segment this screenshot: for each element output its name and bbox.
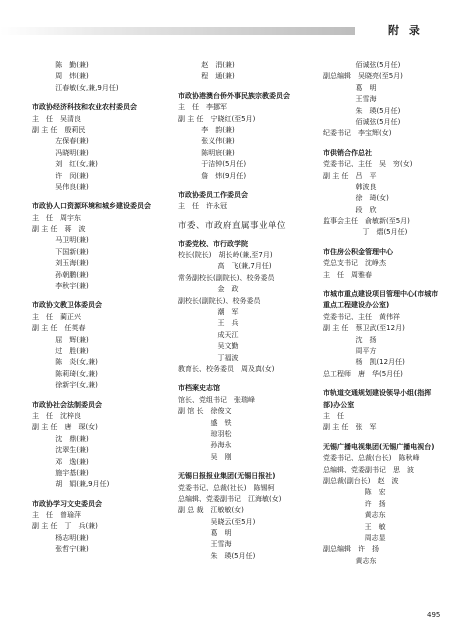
entry-line: 副 主 任 殷莉民 xyxy=(32,125,86,134)
entry-line: 金 政 xyxy=(178,285,239,294)
entry-line: 朱 瑛(5月任) xyxy=(178,551,256,560)
entry-line: 马卫明(兼) xyxy=(32,236,89,245)
entry-line: 副 主 任 唐 琛(女) xyxy=(32,423,98,432)
entry-line: 下国新(兼) xyxy=(32,247,89,256)
entry-line: 赵 涓(兼) xyxy=(178,61,235,69)
entry-line: 陈 炎(女,兼) xyxy=(32,358,98,367)
spacer xyxy=(178,83,312,91)
section-heading: 市轨道交通规划建设领导小组(指挥部)办公室 xyxy=(323,389,432,409)
entry-line: 王雪海 xyxy=(178,540,232,549)
entry-line: 副 主 任 吕 平 xyxy=(323,171,377,180)
entry-line: 主 任 曾瑜萍 xyxy=(32,511,81,520)
entry-line: 周志显 xyxy=(323,533,386,542)
entry-line: 副 主 任 丁 兵(兼) xyxy=(32,522,98,531)
entry-line: 校长(院长) 胡长岭(兼,至7月) xyxy=(178,251,273,260)
entry-line: 冯晓明(兼) xyxy=(32,148,89,157)
spacer xyxy=(178,182,312,190)
entry-line: 党委书记、主任 吴 穷(女) xyxy=(323,160,413,169)
entry-line: 段 欣 xyxy=(323,205,377,214)
section-heading: 市政协社会法制委员会 xyxy=(32,400,102,409)
entry-line: 总工程师 唐 华(5月任) xyxy=(323,369,403,378)
entry-line: 教育长、校务委员 周及真(女) xyxy=(178,364,275,373)
entry-line: 党委书记、总裁(台长) 陈秋峰 xyxy=(323,454,420,463)
entry-line: 葛 明 xyxy=(178,529,232,538)
entry-line: 主 任 蔺正兴 xyxy=(32,312,81,321)
entry-line: 杨志明(兼) xyxy=(32,533,89,542)
entry-line: 朱 瑛(5月任) xyxy=(323,106,401,115)
entry-line: 副总裁(副台长) 赵 波 xyxy=(323,476,399,485)
entry-line: 刘 红(女,兼) xyxy=(32,160,98,169)
entry-line: 胡 娟(兼,9月任) xyxy=(32,480,110,489)
spacer xyxy=(32,94,166,102)
entry-line: 吴 刚 xyxy=(178,452,232,461)
entry-line: 沈 鼎(兼) xyxy=(32,434,89,443)
spacer xyxy=(32,491,166,499)
entry-line: 佰诚弦(5月任) xyxy=(323,61,401,69)
spacer xyxy=(323,380,441,388)
spacer xyxy=(32,193,166,201)
entry-line: 副总编辑 吴晓亮(至5月) xyxy=(323,72,403,81)
entry-line: 副 主 任 蔡卫武(至12月) xyxy=(323,324,405,333)
page-number: 495 xyxy=(427,611,441,619)
entry-line: 副 主 任 宁晓红(至5月) xyxy=(178,114,256,123)
entry-line: 于洁钟(5月任) xyxy=(178,160,247,169)
entry-line: 李秋宇(兼) xyxy=(32,282,89,291)
entry-line: 主 任 周雅春 xyxy=(323,270,372,279)
entry-line: 总编辑、党委副书记 江海敏(女) xyxy=(178,494,282,503)
entry-line: 副 主 任 蒋 波 xyxy=(32,225,86,234)
entry-line: 陈明宸(兼) xyxy=(178,148,235,157)
entry-line: 副 主 任 任英春 xyxy=(32,324,86,333)
entry-line: 主 任 沈梓良 xyxy=(32,411,81,420)
entry-line: 邓 逸(兼) xyxy=(32,457,89,466)
entry-line: 丁福波 xyxy=(178,353,239,362)
entry-line: 张义伟(兼) xyxy=(178,137,235,146)
section-heading: 市政协委员工作委员会 xyxy=(178,190,248,199)
spacer xyxy=(32,392,166,400)
section-heading: 市委党校、市行政学院 xyxy=(178,239,248,248)
entry-line: 副总编辑 许 扬 xyxy=(323,545,379,554)
entry-line: 徐新宇(女,兼) xyxy=(32,381,98,390)
entry-line: 徐 琦(女) xyxy=(323,194,389,203)
entry-line: 佰诚弦(5月任) xyxy=(323,117,401,126)
section-heading: 市政协文教卫体委员会 xyxy=(32,301,102,310)
spacer xyxy=(323,239,441,247)
entry-line: 党委书记、主任 黄伟祥 xyxy=(323,312,400,321)
entry-line: 潮 军 xyxy=(178,308,239,317)
entry-line: 纪委书记 李宝辉(女) xyxy=(323,129,392,138)
entry-line: 屈 辉(兼) xyxy=(32,335,89,344)
column-middle xyxy=(178,60,312,562)
entry-line: 沈翠生(兼) xyxy=(32,446,89,455)
entry-line: 陈 宏 xyxy=(323,488,386,497)
entry-line: 杨 凯(12月任) xyxy=(323,358,405,367)
section-heading: 市政协港澳台侨外事民族宗教委员会 xyxy=(178,91,290,100)
entry-line: 副 总 裁 江敏敏(女) xyxy=(178,506,244,515)
section-heading: 市供销合作总社 xyxy=(323,148,372,157)
entry-line: 周平方 xyxy=(323,347,377,356)
entry-line: 琼羽松 xyxy=(178,429,232,438)
entry-line: 高 飞(兼,7月任) xyxy=(178,262,272,271)
entry-line: 过 胜(兼) xyxy=(32,347,89,355)
entry-line: 许 扬 xyxy=(323,499,386,508)
entry-line: 主 任 李挪军 xyxy=(178,103,227,112)
entry-line: 陈莉琦(女,兼) xyxy=(32,369,98,378)
entry-line: 程 通(兼) xyxy=(178,72,235,81)
entry-line: 主 任 许永冠 xyxy=(178,202,227,211)
category-heading: 市委、市政府直属事业单位 xyxy=(178,220,287,231)
section-heading: 无锡日报报业集团(无锡日报社) xyxy=(178,472,276,481)
entry-line: 成天江 xyxy=(178,330,239,339)
entry-line: 刘玉海(兼) xyxy=(32,259,89,268)
entry-line: 孙海永 xyxy=(178,441,232,450)
entry-line: 王雪海 xyxy=(323,95,377,104)
entry-line: 盛 铁 xyxy=(178,418,232,427)
entry-line: 王 敏 xyxy=(323,522,386,531)
spacer xyxy=(323,434,441,442)
entry-line: 周 炜(兼) xyxy=(32,72,89,81)
entry-line: 葛 明 xyxy=(323,83,377,92)
section-title: 附 录 xyxy=(388,24,423,37)
entry-line: 吴文勤 xyxy=(178,342,239,351)
entry-line: 副校长(副院长)、校务委员 xyxy=(178,296,261,305)
column-left xyxy=(32,60,166,556)
entry-line: 李 韵(兼) xyxy=(178,125,235,134)
entry-line: 詹 炜(9月任) xyxy=(178,171,247,180)
entry-line: 左保春(兼) xyxy=(32,137,89,146)
entry-line: 副 馆 长 徐俊文 xyxy=(178,407,232,416)
section-heading: 市政协学习文史委员会 xyxy=(32,499,102,508)
entry-line: 副 主 任 张 军 xyxy=(323,423,377,432)
entry-line: 陈 勤(兼) xyxy=(32,61,89,69)
entry-line: 主 任 周宇东 xyxy=(32,213,81,222)
entry-line: 孙朝鹏(兼) xyxy=(32,270,89,279)
entry-line: 主 任 xyxy=(323,412,344,420)
spacer xyxy=(178,463,312,471)
spacer xyxy=(323,281,441,289)
section-heading: 市档案史志馆 xyxy=(178,384,220,393)
entry-line: 总编辑、党委副书记 思 波 xyxy=(323,465,414,474)
section-heading: 无锡广播电视集团(无锡广播电视台) xyxy=(323,442,435,451)
entry-line: 常务副校长(副院长)、校务委员 xyxy=(178,273,275,282)
page-header xyxy=(0,20,468,44)
entry-line: 主 任 吴清良 xyxy=(32,114,81,123)
entry-line: 黄志东 xyxy=(323,511,386,520)
section-heading: 市政协经济科技和农业农村委员会 xyxy=(32,103,137,112)
entry-line: 沈 扬 xyxy=(323,335,377,344)
entry-line: 施宇基(兼) xyxy=(32,468,89,477)
entry-line: 江春敏(女,兼,9月任) xyxy=(32,83,119,92)
spacer xyxy=(323,140,441,148)
spacer xyxy=(32,292,166,300)
entry-line: 党总支书记 沈峥杰 xyxy=(323,259,386,268)
entry-line: 黄志东 xyxy=(323,556,377,565)
entry-line: 张哲宁(兼) xyxy=(32,545,89,554)
entry-line: 监事会主任 俞敏新(至5月) xyxy=(323,217,410,226)
section-heading: 市住房公积金管理中心 xyxy=(323,247,393,256)
header-decorative-bar xyxy=(0,27,355,35)
section-heading: 市政协人口资源环境和城乡建设委员会 xyxy=(32,202,151,211)
entry-line: 吴伟良(兼) xyxy=(32,182,89,191)
entry-line: 韩波良 xyxy=(323,182,377,191)
spacer xyxy=(178,375,312,383)
entry-line: 丁 熠(5月任) xyxy=(323,228,408,237)
entry-line: 馆长、党组书记 张瑞峰 xyxy=(178,395,255,404)
section-heading: 市城市重点建设项目管理中心(市城市重点工程建设办公室) xyxy=(323,290,439,310)
entry-line: 许 闵(兼) xyxy=(32,171,89,180)
entry-line: 吴晓云(至5月) xyxy=(178,517,256,526)
entry-line: 党委书记、总裁(社长) 陈锡柯 xyxy=(178,483,275,492)
entry-line: 王 兵 xyxy=(178,319,239,328)
column-right xyxy=(323,60,441,567)
